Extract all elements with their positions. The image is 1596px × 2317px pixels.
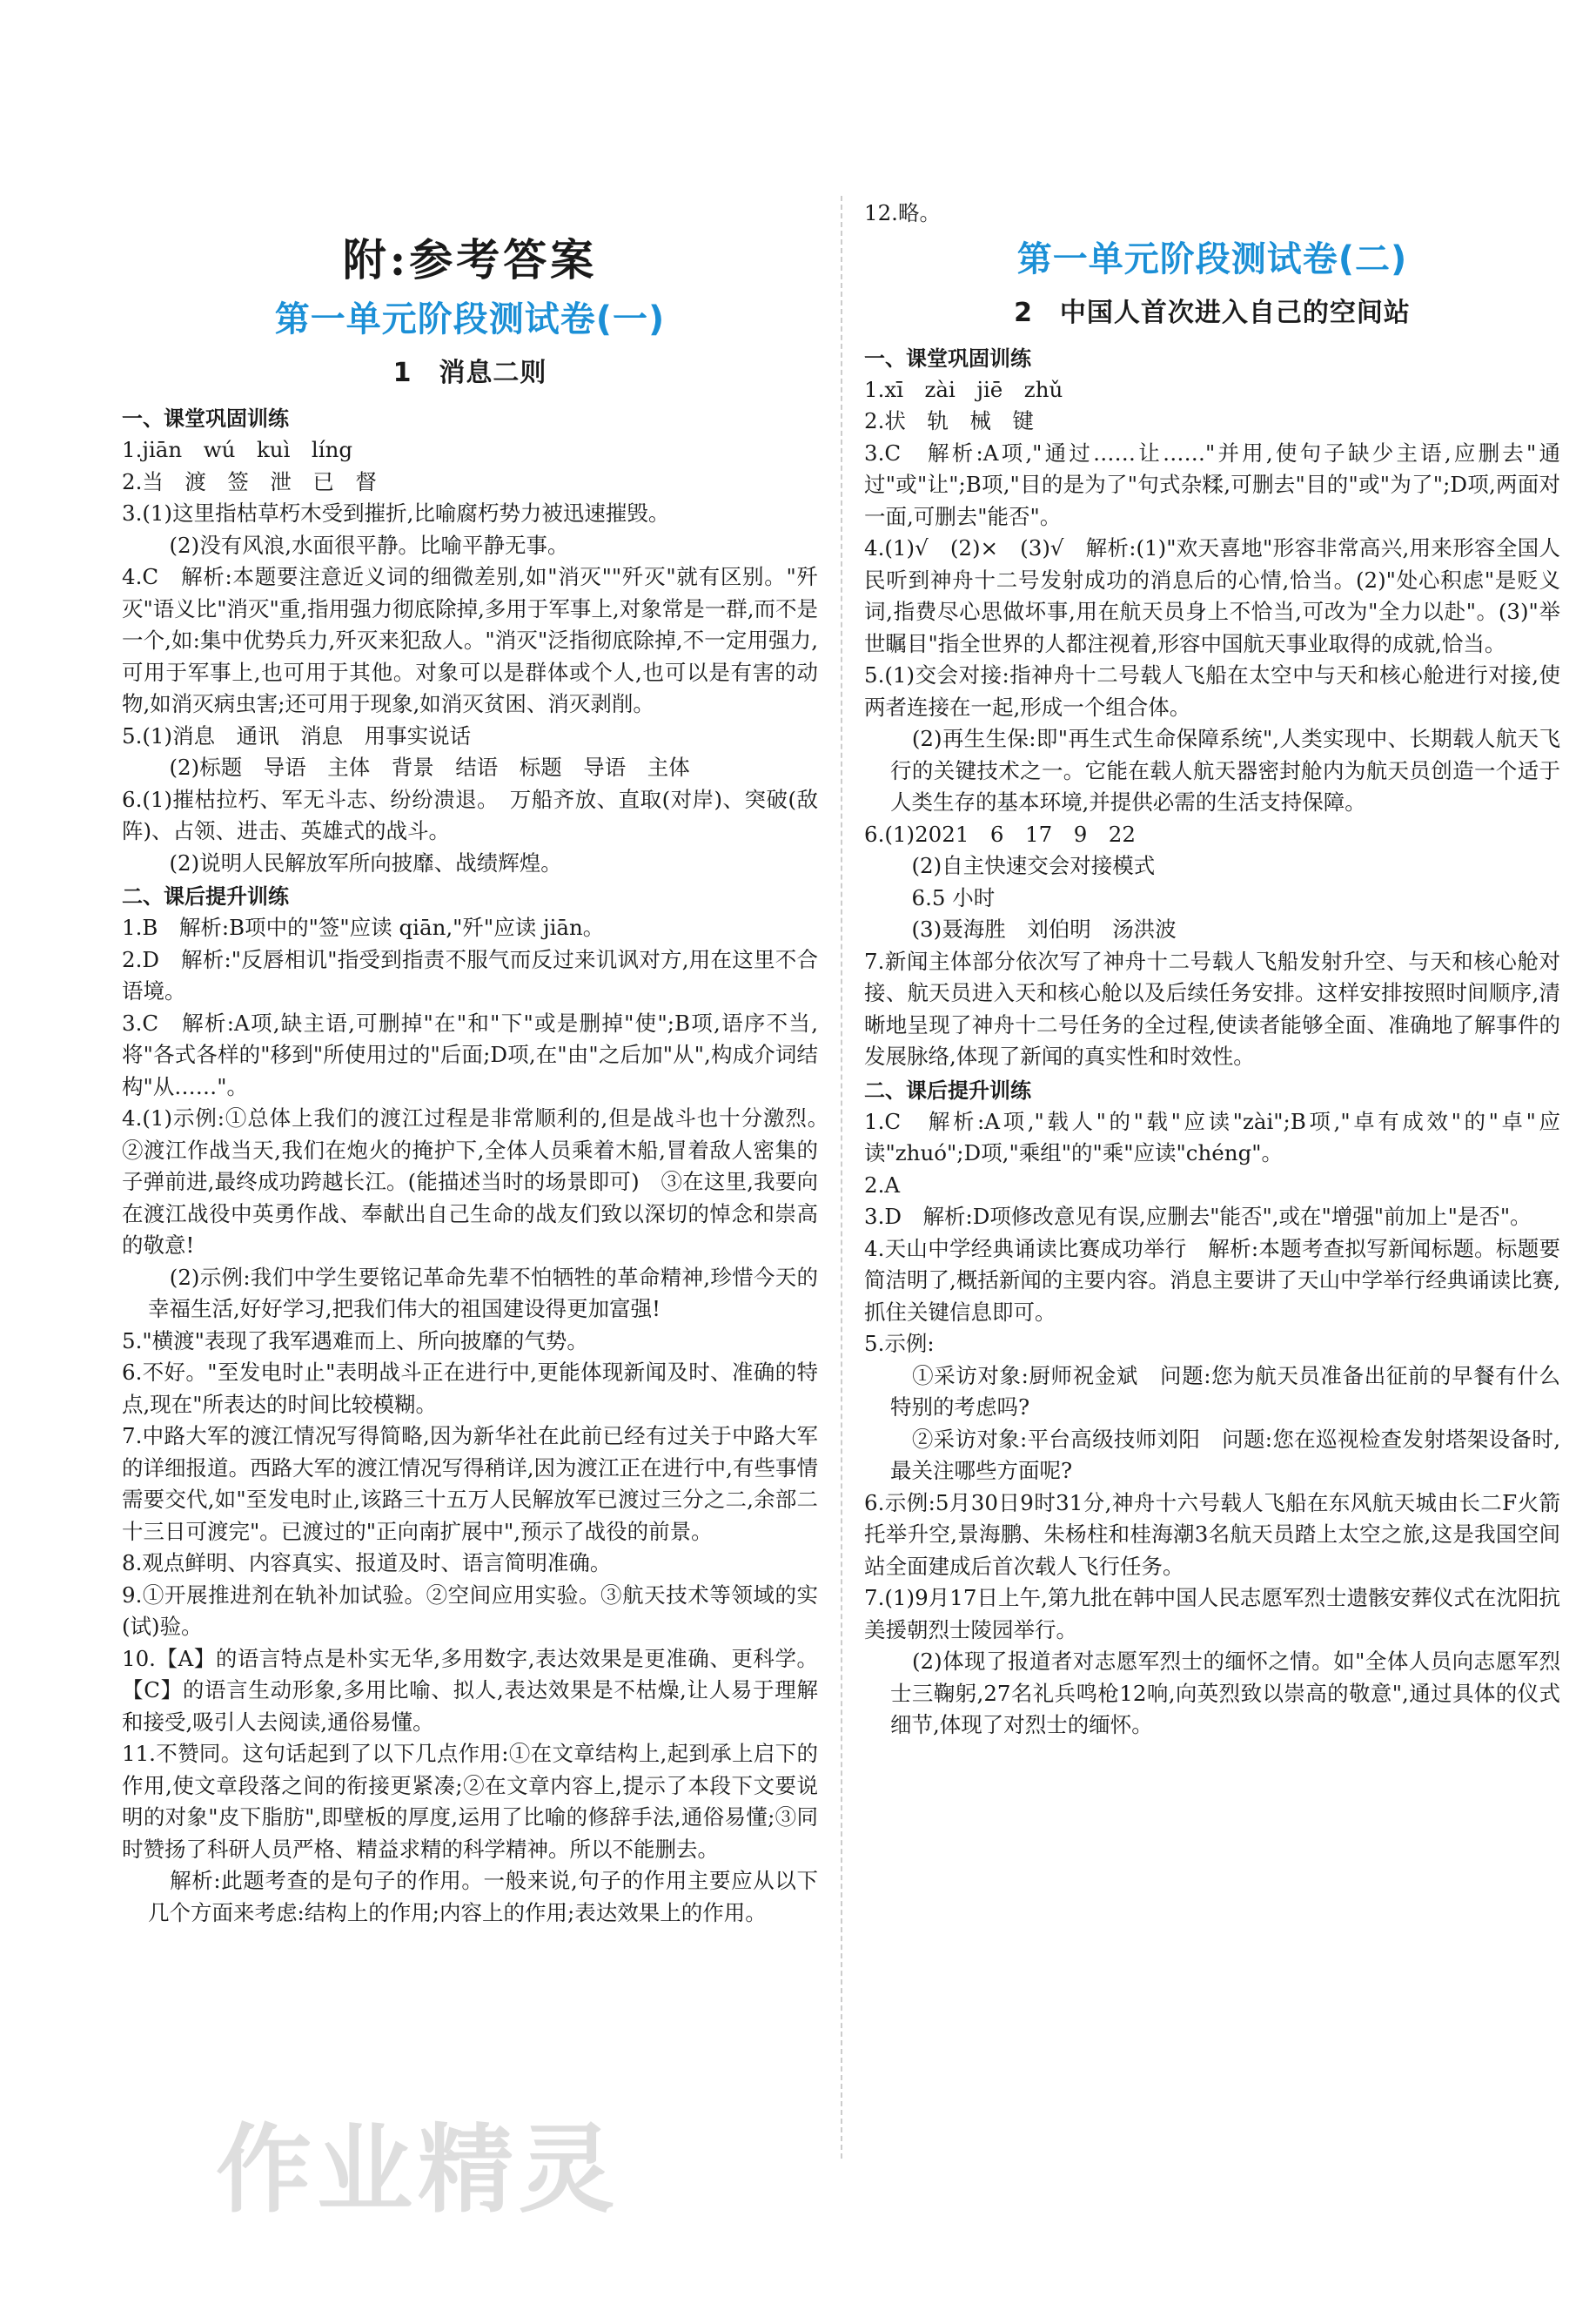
answer-item: 7.新闻主体部分依次写了神舟十二号载人飞船发射升空、与天和核心舱对接、航天员进入天和核心舱以及后续任务安排。这样安排按照时间顺序,清晰地呈现了神舟十二号任务的全过程,使读者能够全面、准确地了解事件的发展脉络,体现了新闻的真实性和时效性。 bbox=[864, 948, 1560, 1069]
answer-item: 4.(1)示例:①总体上我们的渡江过程是非常顺利的,但是战斗也十分激烈。 ②渡江作战当天,我们在炮火的掩护下,全体人员乘着木船,冒着敌人密集的子弹前进,最终成功跨越长江。(能描述当时的场景即可) ③在这里,我要向在渡江战役中英勇作战、奉献出自己生命的战友们致以深切的悼念和崇高的敬意! bbox=[122, 1105, 840, 1258]
answer-item: 9.①开展推进剂在轨补加试验。②空间应用实验。③航天技术等领域的实(试)验。 bbox=[122, 1582, 818, 1639]
answer-item: 2.状 轨 械 键 bbox=[864, 408, 1034, 433]
answer-item: 3.C 解析:A项,缺主语,可删掉"在"和"下"或是删掉"使";B项,语序不当,将"各式各样的"移到"所使用过的"后面;D项,在"由"之后加"从",构成介词结构"从……"。 bbox=[122, 1010, 818, 1099]
answer-item: 5.示例: bbox=[864, 1331, 935, 1356]
answer-item: (2)示例:我们中学生要铭记革命先辈不怕牺牲的革命精神,珍惜今天的幸福生活,好好学习,把我们伟大的祖国建设得更加富强! bbox=[148, 1264, 818, 1321]
page-title: 附:参考答案 bbox=[342, 234, 598, 285]
answer-item: 6.5 小时 bbox=[890, 884, 996, 910]
answer-item: (2)体现了报道者对志愿军烈士的缅怀之情。如"全体人员向志愿军烈士三鞠躬,27名礼兵鸣枪12响,向英烈致以崇高的敬意",通过具体的仪式细节,体现了对烈士的缅怀。 bbox=[890, 1649, 1560, 1737]
answer-item: (2)说明人民解放军所向披靡、战绩辉煌。 bbox=[148, 850, 562, 876]
answer-item: (2)自主快速交会对接模式 bbox=[890, 853, 1156, 878]
unit-title-left: 第一单元阶段测试卷(一) bbox=[274, 299, 666, 339]
section-heading: 一、课堂巩固训练 bbox=[864, 346, 1031, 371]
answer-item: 3.(1)这里指枯草朽木受到摧折,比喻腐朽势力被迅速摧毁。 bbox=[122, 500, 670, 526]
answer-item: 3.D 解析:D项修改意见有误,应删去"能否",或在"增强"前加上"是否"。 bbox=[864, 1204, 1532, 1229]
section-classroom-right bbox=[864, 343, 1560, 1073]
answer-item: 2.当 渡 签 泄 已 督 bbox=[122, 468, 377, 494]
answer-item: 3.C 解析:A项,"通过……让……"并用,使句子缺少主语,应删去"通过"或"让";B项,"目的是为了"句式杂糅,可删去"目的"或"为了";D项,两面对一面,可删去"能否"。 bbox=[864, 440, 1560, 529]
answer-item: ①采访对象:厨师祝金斌 问题:您为航天员准备出征前的早餐有什么特别的考虑吗? bbox=[890, 1362, 1560, 1420]
section-after-class-left bbox=[122, 881, 840, 1929]
left-column bbox=[122, 187, 840, 1929]
right-column bbox=[864, 187, 1560, 1742]
answer-item: 6.(1)2021 6 17 9 22 bbox=[864, 821, 1136, 847]
answer-item: 6.(1)摧枯拉朽、军无斗志、纷纷溃退。 万船齐放、直取(对岸)、突破(敌阵)、占领、进击、英雄式的战斗。 bbox=[122, 786, 818, 843]
answer-item: 11.不赞同。这句话起到了以下几点作用:①在文章结构上,起到承上启下的作用,使文章段落之间的衔接更紧凑;②在文章内容上,提示了本段下文要说明的对象"皮下脂肪",即壁板的厚度,运用了比喻的修辞手法,通俗易懂;③同时赞扬了科研人员严格、精益求精的科学精神。所以不能删去。 bbox=[122, 1741, 818, 1862]
answer-item: 7.中路大军的渡江情况写得简略,因为新华社在此前已经有过关于中路大军的详细报道。西路大军的渡江情况写得稍详,因为渡江正在进行中,有些事情需要交代,如"至发电时止,该路三十五万人民解放军已渡过三分之二,余部二十三日可渡完"。已渡过的"正向南扩展中",预示了战役的前景。 bbox=[122, 1423, 818, 1544]
continued-answer: 12.略。 bbox=[864, 200, 941, 225]
unit-title-right: 第一单元阶段测试卷(二) bbox=[1016, 238, 1408, 279]
answer-item: 7.(1)9月17日上午,第九批在韩中国人民志愿军烈士遗骸安葬仪式在沈阳抗美援朝烈士陵园举行。 bbox=[864, 1585, 1560, 1642]
answer-item: 5.(1)消息 通讯 消息 用事实说话 bbox=[122, 722, 472, 749]
answer-item: 8.观点鲜明、内容真实、报道及时、语言简明准确。 bbox=[122, 1550, 612, 1575]
section-heading: 二、课后提升训练 bbox=[122, 884, 289, 909]
answer-item: 4.C 解析:本题要注意近义词的细微差别,如"消灭""歼灭"就有区别。"歼灭"语义比"消灭"重,指用强力彻底除掉,多用于军事上,对象常是一群,而不是一个,如:集中优势兵力,歼灭来犯敌人。"消灭"泛指彻底除掉,不一定用强力,可用于军事上,也可用于其他。对象可以是群体或个人,也可以是有害的动物,如消灭病虫害;还可用于现象,如消灭贫困、消灭剥削。 bbox=[122, 564, 818, 716]
answer-item: 2.A bbox=[864, 1172, 901, 1198]
column-divider bbox=[841, 196, 842, 2159]
answer-item: 解析:此题考查的是句子的作用。一般来说,句子的作用主要应从以下几个方面来考虑:结构上的作用;内容上的作用;表达效果上的作用。 bbox=[148, 1868, 818, 1925]
answer-item: (2)再生生保:即"再生式生命保障系统",人类实现中、长期载人航天飞行的关键技术之一。它能在载人航天器密封舱内为航天员创造一个适于人类生存的基本环境,并提供必需的生活支持保障。 bbox=[890, 726, 1560, 815]
answer-item: 5."横渡"表现了我军遇难而上、所向披靡的气势。 bbox=[122, 1327, 588, 1353]
answer-item: 10.【A】的语言特点是朴实无华,多用数字,表达效果是更准确、更科学。【C】的语言生动形象,多用比喻、拟人,表达效果是不枯燥,让人易于理解和接受,吸引人去阅读,通俗易懂。 bbox=[122, 1645, 818, 1735]
section-classroom-left bbox=[122, 403, 818, 879]
section-heading: 一、课堂巩固训练 bbox=[122, 406, 289, 431]
section-after-class-right bbox=[864, 1075, 1560, 1742]
answer-item: (3)聂海胜 刘伯明 汤洪波 bbox=[890, 917, 1177, 942]
answer-item: ②采访对象:平台高级技师刘阳 问题:您在巡视检查发射塔架设备时,最关注哪些方面呢? bbox=[890, 1426, 1560, 1483]
lesson-title-left: 1 消息二则 bbox=[392, 358, 547, 388]
answer-item: 6.示例:5月30日9时31分,神舟十六号载人飞船在东风航天城由长二F火箭托举升空,景海鹏、朱杨柱和桂海潮3名航天员踏上太空之旅,这是我国空间站全面建成后首次载人飞行任务。 bbox=[864, 1489, 1560, 1579]
answer-item: 1.xī zài jiē zhǔ bbox=[864, 376, 1063, 402]
answer-item: 6.不好。"至发电时止"表明战斗正在进行中,更能体现新闻及时、准确的特点,现在"所表达的时间比较模糊。 bbox=[122, 1360, 818, 1417]
answer-item: (2)标题 导语 主体 背景 结语 标题 导语 主体 bbox=[148, 755, 690, 780]
lesson-title-right: 2 中国人首次进入自己的空间站 bbox=[1014, 297, 1411, 328]
answer-item: 4.天山中学经典诵读比赛成功举行 解析:本题考查拟写新闻标题。标题要简洁明了,概括新闻的主要内容。消息主要讲了天山中学举行经典诵读比赛,抓住关键信息即可。 bbox=[864, 1235, 1560, 1325]
answer-item: 2.D 解析:"反唇相讥"指受到指责不服气而反过来讥讽对方,用在这里不合语境。 bbox=[122, 946, 818, 1004]
answer-item: (2)没有风浪,水面很平静。比喻平静无事。 bbox=[148, 532, 569, 558]
answer-item: 1.jiān wú kuì líng bbox=[122, 437, 353, 462]
answer-item: 4.(1)√ (2)× (3)√ 解析:(1)"欢天喜地"形容非常高兴,用来形容全国人民听到神舟十二号发射成功的消息后的心情,恰当。(2)"处心积虑"是贬义词,指费尽心思做坏事,用在航天员身上不恰当,可改为"全力以赴"。(3)"举世瞩目"指全世界的人都注视着,形容中国航天事业取得的成就,恰当。 bbox=[864, 535, 1560, 656]
answer-item: 5.(1)交会对接:指神舟十二号载人飞船在太空中与天和核心舱进行对接,使两者连接在一起,形成一个组合体。 bbox=[864, 662, 1560, 720]
answer-item: 1.C 解析:A项,"载人"的"载"应读"zài";B项,"卓有成效"的"卓"应读"zhuó";D项,"乘组"的"乘"应读"chéng"。 bbox=[864, 1108, 1560, 1165]
watermark-logo: 作业精灵 bbox=[216, 2114, 620, 2226]
section-heading: 二、课后提升训练 bbox=[864, 1078, 1031, 1103]
answer-item: 1.B 解析:B项中的"签"应读 qiān,"歼"应读 jiān。 bbox=[122, 915, 605, 940]
